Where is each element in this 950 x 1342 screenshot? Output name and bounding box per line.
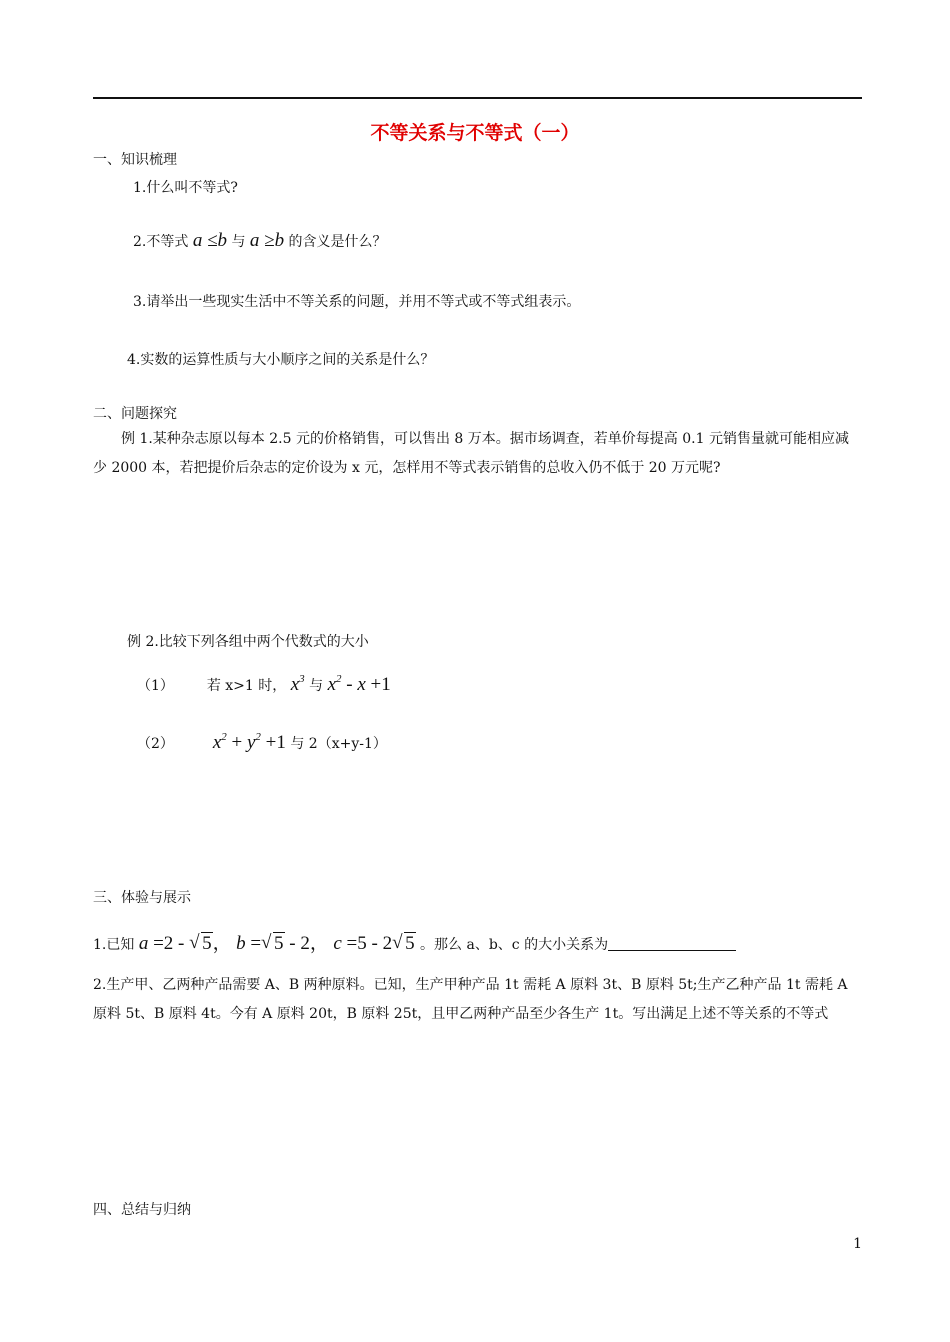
knowledge-question-4: 4.实数的运算性质与大小顺序之间的关系是什么？ <box>127 352 435 368</box>
question-2-prefix: 2.不等式 <box>133 234 189 250</box>
practice-question-2: 2.生产甲、乙两种产品需要 A、B 两种原料。已知，生产甲种产品 1t 需耗 A 原料 3t、B 原料 5t;生产乙种产品 1t 需耗 A 原料 5t、B 原料 4t。今有 A 原料 20t，B 原料 25t，且甲乙两种产品至少各生产 1t。写出满足上述不等关系的不等式 <box>93 977 848 1022</box>
formula-c-def: c =5 - 2 √ 5 <box>333 932 415 954</box>
question-2-mid: 与 <box>231 234 246 250</box>
formula-a-ge-b: a ≥b <box>249 230 285 251</box>
example-2-item-1 <box>137 673 391 696</box>
knowledge-question-3: 3.请举出一些现实生活中不等关系的问题，并用不等式或不等式组表示。 <box>133 294 581 310</box>
item-2-suffix: 与 2（x+y-1） <box>290 736 387 752</box>
header-rule <box>93 97 862 99</box>
item-1-label: （1） <box>137 678 174 694</box>
practice-question-1: 1.已知 a =2 - √ 5， b = √ 5 - 2， c =5 - 2 √ 5 。那么 a、b、c 的大小关系为 <box>93 928 736 955</box>
section-practice-heading: 三、体验与展示 <box>93 890 191 906</box>
page-number: 1 <box>853 1236 862 1252</box>
answer-blank[interactable] <box>608 936 736 951</box>
formula-b-def: b = √ 5 - 2 <box>236 932 310 954</box>
formula-x-cubed: $x^3$ <box>290 673 305 695</box>
section-explore-heading: 二、问题探究 <box>93 406 177 422</box>
formula-a-def: a =2 - √ 5 <box>138 932 212 954</box>
document-title: 不等关系与不等式（一） <box>370 122 580 144</box>
example-2-heading: 例 2.比较下列各组中两个代数式的大小 <box>127 634 369 650</box>
question-2-suffix: 的含义是什么？ <box>288 234 387 250</box>
example-1-text: 例 1.某种杂志原以每本 2.5 元的价格销售，可以售出 8 万本。据市场调查，若单价每提高 0.1 元销售量就可能相应减少 2000 本，若把提价后杂志的定价设为 x 元，怎样用不等式表示销售的总收入仍不低于 20 万元呢? <box>93 431 849 476</box>
practice-1-suffix: 。那么 a、b、c 的大小关系为 <box>420 937 609 953</box>
formula-a-le-b: a ≤b <box>192 230 227 251</box>
example-2-item-2 <box>137 731 387 754</box>
section-summary-heading: 四、总结与归纳 <box>93 1202 191 1218</box>
item-1-text: 若 x>1 时， <box>206 678 287 694</box>
section-knowledge-heading: 一、知识梳理 <box>93 152 177 168</box>
knowledge-question-2 <box>133 230 387 252</box>
knowledge-question-1: 1.什么叫不等式? <box>133 180 238 196</box>
formula-x2-plus-y2-plus-1: $x^2 + y^2 +1$ <box>212 731 286 753</box>
item-2-label: （2） <box>137 736 174 752</box>
practice-1-prefix: 1.已知 <box>93 937 135 953</box>
formula-x2-minus-x-plus-1: $x^2 - x +1$ <box>327 673 391 695</box>
item-1-mid: 与 <box>309 678 324 694</box>
